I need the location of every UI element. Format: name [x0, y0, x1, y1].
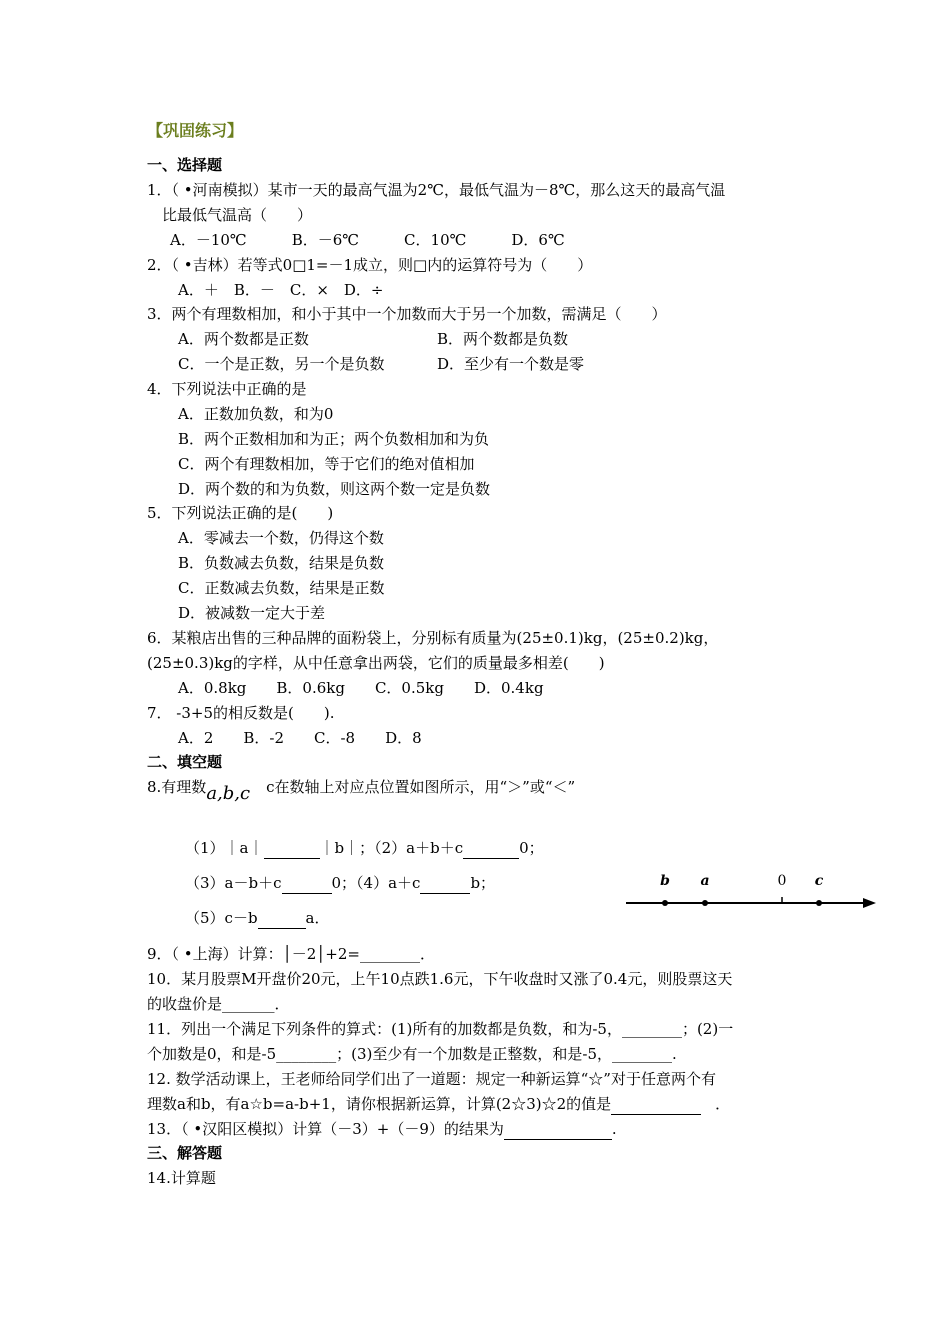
q8-part2: [185, 873, 495, 894]
q6-stem-line1: 6．某粮店出售的三种品牌的面粉袋上，分别标有质量为(25±0.1)kg，(25±0.2)kg，: [147, 629, 719, 647]
q3-option-c: C．一个是正数，另一个是负数: [178, 355, 385, 373]
q14: 14.计算题: [147, 1169, 216, 1187]
q8-p2-text-a: （3）a－b＋c: [185, 874, 282, 892]
label-c: c: [814, 873, 824, 889]
q5-stem: 5．下列说法正确的是( ): [147, 504, 334, 522]
q8-p3-text-a: （5）c－b: [185, 909, 258, 927]
q12-end: ．: [715, 1095, 731, 1113]
q8-p2-text-b: 0；（4）a＋c: [331, 874, 421, 892]
q8-p1-text-b: ｜b｜；（2）a＋b＋c: [319, 839, 464, 857]
q6-options: A．0.8kg B．0.6kg C．0.5kg D．0.4kg: [178, 679, 544, 697]
q4-option-d: D．两个数的和为负数，则这两个数一定是负数: [178, 480, 491, 498]
q4-option-b: B．两个正数相加和为正；两个负数相加和为负: [178, 430, 490, 448]
q8-blank-5[interactable]: [258, 908, 306, 929]
q3-option-d: D．至少有一个数是零: [437, 355, 585, 373]
q13-answer-blank[interactable]: [504, 1119, 612, 1140]
q1-stem-line1: 1．（ •河南模拟）某市一天的最高气温为2℃，最低气温为－8℃，那么这天的最高气温: [147, 181, 726, 199]
point-a: [702, 900, 708, 906]
q1-stem-line2: 比最低气温高（ ）: [162, 206, 313, 224]
q8-blank-2[interactable]: [463, 838, 519, 859]
q3-option-b: B．两个数都是负数: [437, 330, 569, 348]
q13: [147, 1119, 617, 1140]
q8-p1-text-c: 0；: [519, 839, 544, 857]
q11-line1: 11．列出一个满足下列条件的算式：(1)所有的加数都是负数，和为-5，________；(2)一: [147, 1020, 734, 1038]
q2-options: A．＋ B．－ C．× D．÷: [178, 281, 384, 299]
q13-end: .: [611, 1120, 617, 1138]
label-zero: 0: [777, 873, 787, 889]
number-line-arrow-icon: [863, 898, 876, 908]
q10-line1: 10．某月股票M开盘价20元，上午10点跌1.6元，下午收盘时又涨了0.4元，则股票这天: [147, 970, 733, 988]
q5-option-b: B．负数减去负数，结果是负数: [178, 554, 385, 572]
point-b: [662, 900, 668, 906]
q8-part1: [185, 838, 544, 859]
q11-line2: 个加数是0，和是-5________；(3)至少有一个加数是正整数，和是-5，________.: [147, 1045, 677, 1063]
q5-option-c: C．正数减去负数，结果是正数: [178, 579, 385, 597]
q12-line1: 12. 数学活动课上，王老师给同学们出了一道题：规定一种新运算“☆”对于任意两个有: [147, 1070, 716, 1088]
q3-option-a: A．两个数都是正数: [178, 330, 309, 348]
label-a: a: [700, 873, 710, 889]
label-b: b: [660, 873, 670, 889]
q7-stem: 7． -3+5的相反数是( ).: [147, 704, 335, 722]
q5-option-d: D．被减数一定大于差: [178, 604, 326, 622]
q8-blank-1[interactable]: [264, 838, 320, 859]
q8-blank-4[interactable]: [420, 873, 470, 894]
q4-stem: 4．下列说法中正确的是: [147, 380, 307, 398]
q8-p3-text-b: a．: [305, 909, 330, 927]
q6-stem-line2: (25±0.3)kg的字样，从中任意拿出两袋，它们的质量最多相差( ): [147, 654, 605, 672]
q8-part3: [185, 908, 330, 929]
q8-p1-text-a: （1）｜a｜: [185, 839, 264, 857]
q5-option-a: A．零减去一个数，仍得这个数: [178, 529, 384, 547]
q12-line2-text: 理数a和b，有a☆b=a-b+1，请你根据新运算，计算(2☆3)☆2的值是: [147, 1095, 612, 1113]
q13-text: 13．（ •汉阳区模拟）计算（－3）+（－9）的结果为: [147, 1120, 504, 1138]
q8-blank-3[interactable]: [282, 873, 332, 894]
q12-answer-blank[interactable]: [611, 1094, 701, 1115]
q8-suffix: c在数轴上对应点位置如图所示，用“＞”或“＜”: [266, 778, 576, 796]
q12-line2: [147, 1094, 730, 1115]
section-title: 【巩固练习】: [147, 121, 244, 140]
q1-options: A．－10℃ B．－6℃ C．10℃ D．6℃: [170, 231, 565, 249]
q4-option-a: A．正数加负数，和为0: [178, 405, 334, 423]
q2-stem: 2．（ •吉林）若等式0□1=－1成立，则□内的运算符号为（ ）: [147, 256, 593, 274]
number-line: [620, 866, 890, 922]
heading-choice: 一、选择题: [147, 156, 223, 174]
q8-stem: [147, 777, 576, 804]
q9: 9．（ •上海）计算：│－2│+2=________．: [147, 945, 435, 963]
point-c: [816, 900, 822, 906]
q8-prefix: 8.有理数: [147, 778, 207, 796]
q8-vars: a,b,c: [206, 783, 251, 804]
q4-option-c: C．两个有理数相加，等于它们的绝对值相加: [178, 455, 475, 473]
q3-stem: 3．两个有理数相加，和小于其中一个加数而大于另一个加数，需满足（ ）: [147, 305, 667, 323]
q10-line2: 的收盘价是_______．: [147, 995, 290, 1013]
q7-options: A．2 B．-2 C．-8 D．8: [178, 729, 422, 747]
q8-p2-text-c: b；: [470, 874, 496, 892]
heading-solve: 三、解答题: [147, 1144, 223, 1162]
heading-fill: 二、填空题: [147, 753, 223, 771]
